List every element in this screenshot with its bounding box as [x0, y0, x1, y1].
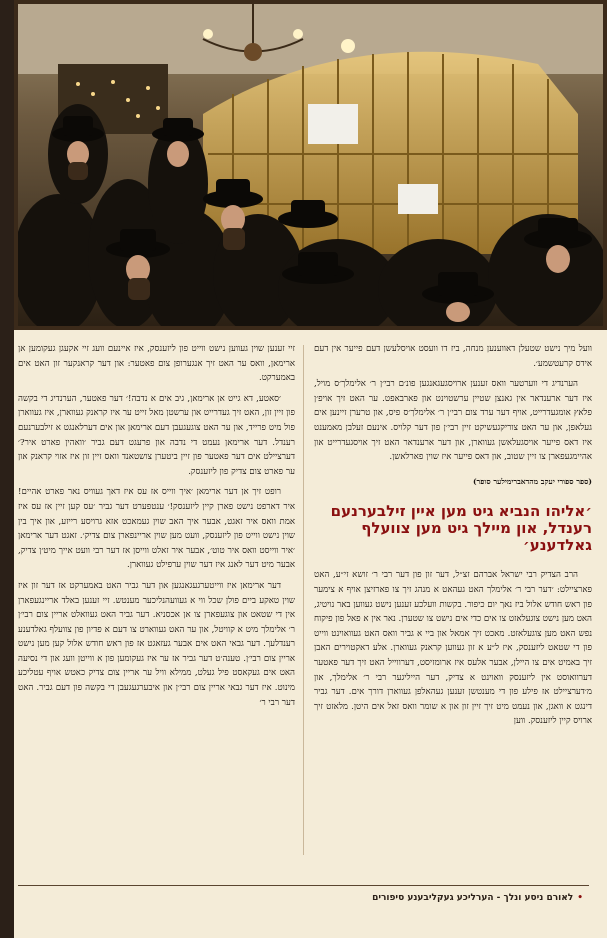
- paragraph: הערנדיג די ווערטער וואס זענען ארויסגעגאנגען פונ׳ם רבי׳ן ר׳ אלימלך׳ס מויל, איז דער ארענדאר אין גאנצן שטיין ערשטוינט און פארבאפט. ער האט זיך אויפ׳ן פלאץ אומגעדרייט, אויף דער ערד צום רבי׳ן ר׳ אלימלך׳ס פיס, און טרערן זיינען אים געלאפן, און ער האט צוריקגעשיקט זיין רבי׳ן פון דער קלויס. אינעם זעלבן מאמענט איז דאס פייער אויסגעלאשן געווארן, און דער ארענדאר האט זיך אויסגעדרייט און אהיימגעפארן צו זיין שטוב, און דאס פייער איז שוין פארלאשן.: [314, 379, 592, 463]
- photo-tomb-prayer: [14, 0, 607, 330]
- article-column-left: [18, 342, 295, 862]
- footer-rule: [18, 885, 589, 886]
- running-footer: [203, 893, 583, 911]
- footer-bullet: •: [577, 893, 583, 903]
- paragraph: וועל מיך נישט שטעלן דאווענען מנחה, ביז דו וועסט אויסלעשן דעם פייער אין דעם אידס קרעטשמע׳.: [314, 344, 592, 369]
- paragraph: רופט זיך אן דער ארימאן ׳איך ווייס אז עס איז דאך געוויס נאר פארט אהיים! איר דארפט נישט פארן קיין ליזענסק!׳ ענטפערט דער גביר ׳עס קען זיין אז עס איז אמת וואס איר זאגט, אבער איך האב שוין געמאכט אזא גרויסע רייזע, און איך בין שוין נישט ווייט פון ליזענסק, וועט מען שוין אריינפארן צום צדיק׳. זאגט דער ארימאן ׳איר ווייסט וואס איר טוט׳, אבער איר זאלט ווייסן אז דער רבי וועט אייך מיט׳ן צדיק, אבער מיט דער לאנג איז דער שוין ערפילט געווארן.: [18, 487, 295, 571]
- photo-illustration: [18, 4, 603, 326]
- page-edge: [0, 0, 14, 938]
- article-column-right: [314, 342, 592, 862]
- paragraph: זיי זענען שוין געווען נישט ווייט פון ליזענסק, איז איינעם וועג זיי אקעגן געקומען אן ארימאן, וואס ער האט זיך אנגערופן צום פאטער: און דער קראנקער זון האט אים באמערקט.: [18, 344, 295, 384]
- paragraph: ׳סאטע, דא גייט אן ארימאן, גיב אים א נדבה!׳ דער פאטער, הערנדיג די בקשה פון זיין זון, האט זיך געדרייט און ערשטן מאל זייט ער איז קראנק געווארן, איז געווארן פול מיט פרייד, און ער האט צוגעגעבן דעם ארימאן און אים דערלאנגט א זילבערנעם רענדל. דער ארימאן נעמט די נדבה און פרעגט דעם גביר ׳וואהין פארט איר?׳ דערציילט אים דער פאטער פון זיין ביטערן צושטאנד וואס זיין זון איז אזוי קראנק און ער פארט צום צדיק פון ליזענסק.: [18, 393, 295, 477]
- story-headline: ׳אליהו הנביא גיט מען איין זילבערנעם רענדל, און מיילך גיט מען צוועלף גאלדענע׳: [330, 502, 592, 555]
- column-divider: [303, 345, 304, 855]
- source-citation: (ספר ספורי יעקב מהדאברימילער סופר): [472, 476, 592, 486]
- footer-title: לאורם ניסע ונלך - הערליכע געקליבענע סיפורים: [372, 893, 574, 903]
- paragraph: הרב הצדיק רבי ישראל אברהם זצ״ל, דער זון פון דער רבי ר׳ זושא זי״ע, האט פארציילט: ׳דער רבי ר׳ אלימלך האט געהאט א מנהג זיך צו פארזיצן אויף א צימער פון ראש חודש אלול ביז נאך יום כיפור. בקשות וועלכע זענען נישט געווען באר נויטיג, האט מען נישט צוגעלאזט צו אים כדי אים נישט צו שטערן. נאר אין א פאל פון פיקוח נפש האט מען צוגעלאזט. מאכט זיך אמאל און ביי א גביר וואס האט געוואוינט ווייט פון די שטאט ליזענסק, איז ל״ע א זון געווען קראנק געווארן. אלע דאקטוירים האבן זיך באמיט אים צו היילן, אבער אלעס איז ארומזיסט, דערווייל האט זיך דער פאטער דערוואוסט אין ליזענסק וואוינט א צדיק, דער הייליגער רבי ר׳ אלימלך, און מ׳דערציילט אז פילע פון די מענטשן זענען געהאלפן געווארן דורך אים. דער גביר דינגט א וואגן, און נעמט מיט זיך זיין זון און א שומר וואס זאל אים היטן. מלאזט זיך ארויס קיין ליזענסק. ווען: [314, 570, 592, 727]
- paragraph: דער ארימאן איז ווייטערגעגאנגען און דער גביר האט באמערקט אז דער זון איז שוין טאקע ביים פולן שכל ווי א געוועהנליכער מענטש. זיי זענען באלד אריינגעפארן אין די שטאט און צוגעפארן צו אן אכסניא. דער גביר האט געוואלט אריין צום רבי׳ן ר׳ אלימלך מיט א קוויטל, און ער האט געווארט צו דעם א פדיון פון צוועלף גאלדענע רענדלעך. דער גבאי האט אים אבער געזאגט אז פון ראש חודש אלול קען מען נישט אריין צום רבי׳ן. טענה׳ט דער גביר אז ער איז געקומען פון א ווייטן וועג און די נסיעה האט אים געקאסט פיל געלט, ממילא וויל ער אריין צום צדיק כאטש אויף עטליכע מינוט. איז דער גבאי אריין צום רבי׳ן און איבערגעגעבן די בקשה פון דעם גביר. האט דער רבי ר׳: [18, 580, 295, 708]
